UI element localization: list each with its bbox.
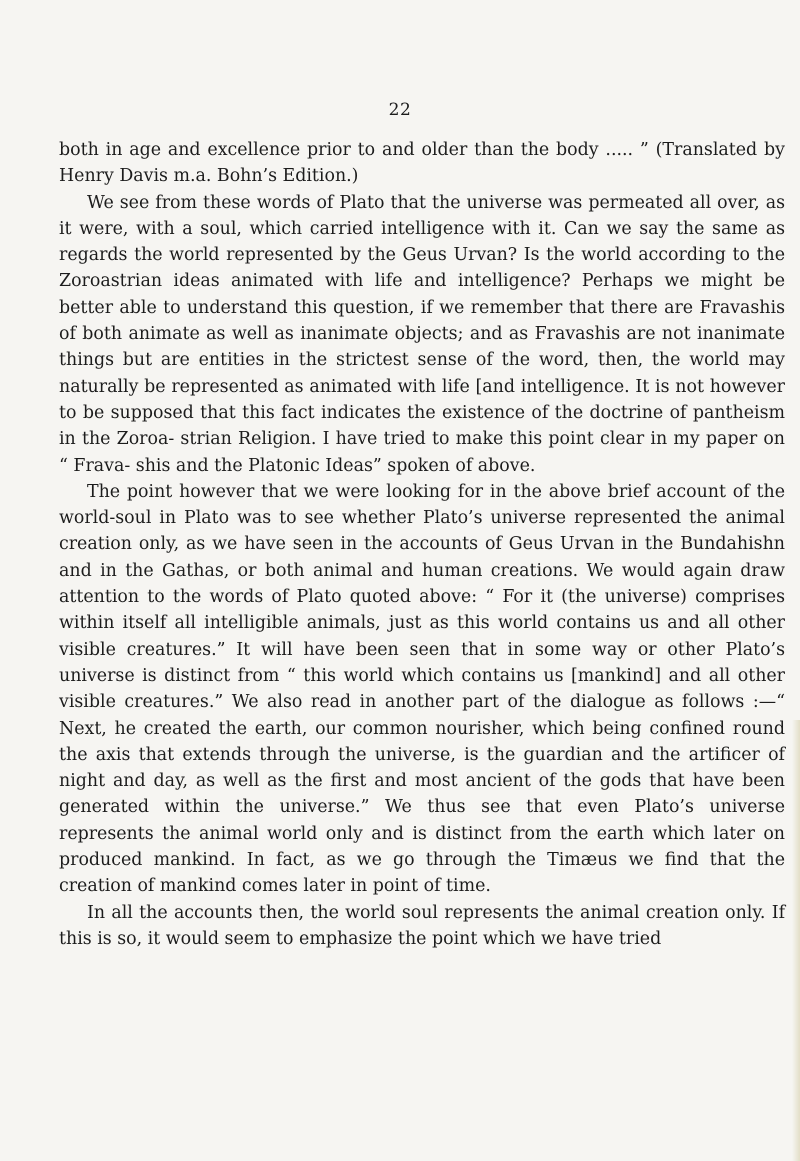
p3-line-15: the animal world only and is distinct from the earth which later on produced	[59, 823, 785, 871]
p2-line-2: over, as it were, with a soul, which carried intelligence with it. Can	[59, 192, 785, 239]
p2-line-3: we say the same as regards the world represented by the Geus Urvan?	[59, 218, 785, 266]
p2-line-10: this fact indicates the existence of the doctrine of pantheism in the Zoroa-	[59, 402, 785, 450]
p2-line-7: objects; and as Fravashis are not inanimate things but are entities in the	[59, 324, 785, 371]
p3-line-6: (the universe) comprises within itself all intelligible animals, just as this	[59, 587, 785, 634]
p2-line-9: animated with life [and intelligence. It is not however to be supposed that	[59, 376, 785, 423]
paragraph-1	[59, 137, 785, 190]
p3-line-5: would again draw attention to the words of Plato quoted above: “ For it	[59, 560, 786, 608]
p2-line-4: Is the world according to the Zoroastrian ideas animated with life and	[59, 245, 785, 292]
p3-line-14: generated within the universe.” We thus see that even Plato’s universe represents	[59, 797, 785, 844]
p3-line-3: animal creation only, as we have seen in the accounts of Geus Urvan in the	[59, 508, 785, 555]
p3-line-13: and day, as well as the first and most ancient of the gods that have been	[112, 771, 785, 792]
p2-line-6: if we remember that there are Fravashis of both animate as well as inanimate	[59, 297, 785, 345]
p3-line-1: The point however that we were looking for in the above brief account of	[87, 481, 750, 502]
paragraph-2	[59, 190, 785, 479]
p2-line-12: shis and the Platonic Ideas” spoken of above.	[135, 455, 536, 476]
p2-line-8: strictest sense of the word, then, the world may naturally be represented as	[59, 350, 786, 397]
p3-line-8: that in some way or other Plato’s universe is distinct from “ this world	[59, 639, 786, 686]
body-text	[59, 137, 785, 952]
page-edge-shadow	[792, 720, 800, 1161]
p3-line-7: world contains us and all other visible creatures.” It will have been seen	[59, 613, 785, 660]
p3-line-16: mankind. In fact, as we go through the Timæus we find that the creation of	[59, 850, 785, 897]
p3-line-17: mankind comes later in point of time.	[159, 876, 491, 897]
p3-line-2: the world-soul in Plato was to see whether Plato’s universe represented the	[59, 481, 785, 529]
p3-line-10: read in another part of the dialogue as follows :—“ Next, he created the	[59, 692, 785, 739]
p2-line-5: intelligence? Perhaps we might be better able to understand this question,	[59, 271, 785, 318]
p4-line-2: If this is so, it would seem to emphasize the point which we have tried	[59, 902, 786, 949]
paragraph-3	[59, 479, 785, 900]
p2-line-11: strian Religion. I have tried to make this point clear in my paper on “ Frava-	[59, 429, 785, 476]
p1-line-1: both in age and excellence prior to and older than the body ..... ” (Translated	[59, 140, 758, 160]
p2-line-1: We see from these words of Plato that the universe was permeated all	[87, 192, 712, 213]
p4-line-1: In all the accounts then, the world soul represents the animal creation only.	[87, 902, 766, 923]
p1-line-2: by Henry Davis m.a. Bohn’s Edition.)	[59, 140, 785, 187]
p3-line-12: extends through the universe, is the guardian and the artificer of night	[59, 744, 785, 792]
p3-line-11: earth, our common nourisher, which being confined round the axis that	[59, 718, 786, 765]
page-number: 22	[388, 100, 412, 120]
p3-line-4: Bundahishn and in the Gathas, or both animal and human creations. We	[59, 534, 785, 581]
p3-line-9: which contains us [mankind] and all other visible creatures.” We also	[59, 665, 785, 713]
paragraph-4	[59, 900, 785, 953]
